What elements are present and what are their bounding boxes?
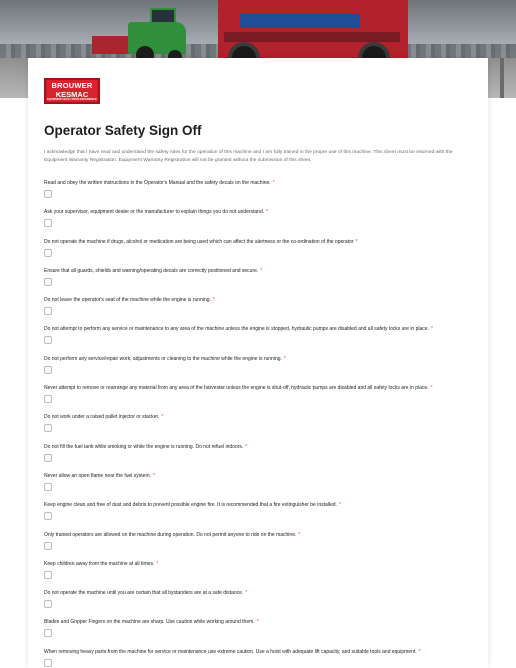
question-item (44, 643, 472, 668)
hero-harvester-frame (224, 32, 400, 42)
acknowledge-checkbox[interactable] (44, 483, 52, 491)
question-item (44, 262, 472, 291)
required-marker: * (430, 326, 433, 333)
question-text: Do not perform any service/repair work, adjustments or cleaning to the machine while the engine is running. (44, 355, 282, 362)
question-text: Blades and Gripper Fingers on the machine are sharp. Use caution while working around them. (44, 619, 255, 626)
logo-line-1: BROUWER (51, 81, 93, 90)
question-label (44, 268, 472, 274)
required-marker: * (256, 619, 259, 626)
acknowledge-checkbox[interactable] (44, 366, 52, 374)
question-item (44, 438, 472, 467)
required-marker: * (245, 443, 248, 450)
brand-logo (44, 78, 100, 104)
question-item (44, 555, 472, 584)
question-item (44, 291, 472, 320)
acknowledge-checkbox[interactable] (44, 278, 52, 286)
question-label (44, 326, 472, 332)
question-text: Do not attempt to perform any service or maintenance to any area of the machine unless the engine is stopped, hydraulic pumps are disabled and all safety locks are in place. (44, 326, 429, 333)
question-item (44, 613, 472, 642)
required-marker: * (272, 180, 275, 186)
acknowledge-checkbox[interactable] (44, 424, 52, 432)
acknowledge-checkbox[interactable] (44, 629, 52, 637)
question-item (44, 467, 472, 496)
question-text: Keep children away from the machine at all times. (44, 560, 155, 567)
logo-line-2: KESMAC (55, 89, 89, 99)
required-marker: * (298, 531, 301, 538)
question-text: Do not operate the machine until you are certain that all bystanders are at a safe distance. (44, 590, 244, 597)
question-label (44, 180, 472, 186)
question-label (44, 473, 472, 479)
question-item (44, 203, 472, 232)
question-text: Ask your supervisor, equipment dealer or the manufacturer to explain things you do not understand. (44, 209, 265, 216)
acknowledge-checkbox[interactable] (44, 512, 52, 520)
question-text: Never attempt to remove or rearrange any material from any area of the harvester unless the engine is shut-off, hydraulic pumps are disabled and all safety locks are in place. (44, 385, 429, 392)
question-label (44, 414, 472, 420)
required-marker: * (260, 267, 263, 274)
question-text: Do not fill the fuel tank while smoking or while the engine is running. Do not refuel indoors. (44, 443, 244, 450)
acknowledge-checkbox[interactable] (44, 395, 52, 403)
acknowledge-checkbox[interactable] (44, 249, 52, 257)
acknowledge-checkbox[interactable] (44, 600, 52, 608)
acknowledge-checkbox[interactable] (44, 454, 52, 462)
question-label (44, 561, 472, 567)
required-marker: * (212, 297, 215, 304)
question-label (44, 532, 472, 538)
question-text: Do not operate the machine if drugs, alcohol or medication are being used which can affect the alertness or the co-ordination of the operator (44, 238, 354, 245)
question-text: Do not leave the operator's seat of the machine while the engine is running. (44, 297, 211, 304)
question-text: Only trained operators are allowed on the machine during operation. Do not permit anyone to ride on the machine. (44, 531, 297, 538)
question-text: Never allow an open flame near the fuel system. (44, 472, 151, 479)
required-marker: * (245, 590, 248, 597)
required-marker: * (161, 414, 164, 421)
required-marker: * (338, 502, 341, 509)
question-text: When removing heavy parts from the machine for service or maintenance use extreme caution. Use a hoist with adequate lift capacity, and suitable tools and equipment. (44, 648, 417, 655)
hero-harvester-blue-panel (240, 14, 360, 28)
acknowledge-checkbox[interactable] (44, 219, 52, 227)
question-label (44, 239, 472, 245)
question-label (44, 385, 472, 391)
required-marker: * (266, 209, 269, 216)
question-list (44, 174, 472, 668)
question-label (44, 649, 472, 655)
page-title: Operator Safety Sign Off (44, 123, 202, 138)
question-label (44, 209, 472, 215)
hero-fence-post (500, 58, 504, 98)
question-label (44, 356, 472, 362)
form-intro: I acknowledge that I have read and understand the safety rules for the operation of this machine and I am fully trained in the proper use of this machine. This sheet must be returned with the Equipment Warranty Registration. Equipment Warranty Registration will not be granted without the submission of this sheet. (44, 150, 453, 163)
logo-tagline: EQUIPMENT BUILT FROM EXPERIENCE (47, 98, 97, 101)
question-label (44, 502, 472, 508)
acknowledge-checkbox[interactable] (44, 336, 52, 344)
required-marker: * (283, 355, 286, 362)
question-item (44, 174, 472, 203)
acknowledge-checkbox[interactable] (44, 571, 52, 579)
hero-tractor (128, 22, 186, 54)
required-marker: * (156, 560, 159, 567)
question-text: Read and obey the written instructions in the Operator's Manual and the safety decals on the machine. (44, 180, 271, 186)
acknowledge-checkbox[interactable] (44, 659, 52, 667)
question-item (44, 379, 472, 408)
question-label (44, 297, 472, 303)
question-item (44, 233, 472, 262)
question-text: Keep engine clean and free of dust and debris to prevent possible engine fire. It is recommended that a fire extinguisher be installed. (44, 502, 337, 509)
question-item (44, 584, 472, 613)
question-text: Do not work under a raised pallet injector or stacker. (44, 414, 160, 421)
acknowledge-checkbox[interactable] (44, 542, 52, 550)
question-label (44, 590, 472, 596)
question-item (44, 408, 472, 437)
required-marker: * (430, 385, 433, 392)
acknowledge-checkbox[interactable] (44, 307, 52, 315)
question-item (44, 350, 472, 379)
required-marker: * (418, 648, 421, 655)
question-item (44, 320, 472, 349)
question-label (44, 444, 472, 450)
required-marker: * (355, 238, 358, 245)
question-label (44, 619, 472, 625)
acknowledge-checkbox[interactable] (44, 190, 52, 198)
question-text: Ensure that all guards, shields and warning/operating decals are correctly positioned and secure. (44, 267, 259, 274)
question-item (44, 496, 472, 525)
required-marker: * (153, 472, 155, 479)
question-item (44, 526, 472, 555)
form-card (28, 58, 488, 668)
